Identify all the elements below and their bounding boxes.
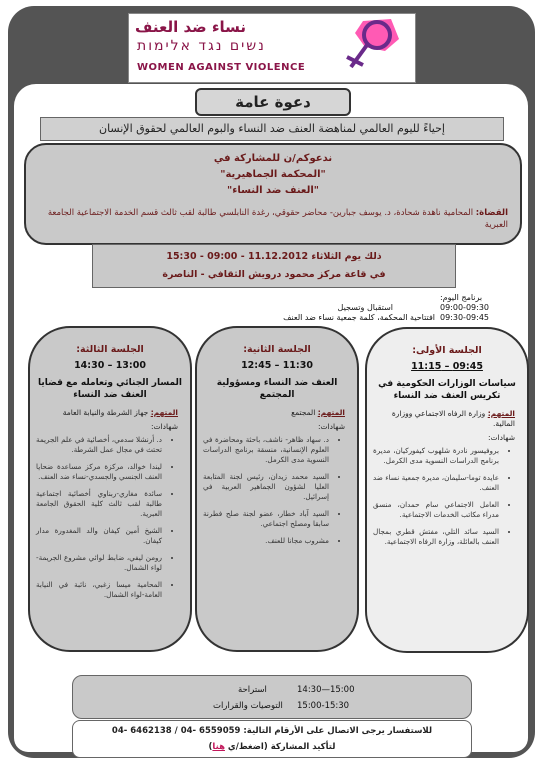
invitation-box (24, 143, 522, 245)
list-item: • رومن ليفي، ضابط لوائي مشروع الجريمة-لواء الشمال. (36, 553, 162, 573)
session-3-defendant-text: جهاز الشرطة والنيابة العامة (62, 408, 149, 417)
logo-arabic: نساء ضد العنف (135, 18, 247, 36)
list-item: • د. أرنشلا سدمي، أخصائية في علم الجريمة تحتث في مجال عمل الشرطة. (36, 435, 162, 455)
program-time-2: 09:30-09:45 (440, 313, 489, 322)
session-3-topic: المسار الجنائي وتعامله مع قضايا العنف ضد النساء (38, 378, 182, 400)
logo (128, 13, 416, 83)
session-3-card (28, 326, 192, 652)
session-1-topic: سياسات الوزارات الحكومية في تكريس العنف ضد النساء (378, 379, 516, 401)
contact-confirm-prefix: لتأكيد المشاركة (اضغط/ي (224, 742, 336, 752)
invite-line-1: ندعوكم/ن للمشاركة في (213, 153, 333, 164)
session-1-heading: الجلسة الأولى: (412, 345, 482, 356)
session-1-witness-list (373, 446, 515, 547)
logo-english: WOMEN AGAINST VIOLENCE (137, 62, 306, 73)
invite-line-2: "المحكمة الجماهيرية" (220, 169, 326, 180)
session-2-time: 11:30 – 12:45 (241, 360, 313, 371)
confirm-link[interactable]: هنا (212, 742, 225, 752)
session-1-time: 09:45 – 11:15 (411, 361, 483, 372)
list-item: • عايدة توما-سليمان، مديرة جمعية نساء ضد العنف. (373, 473, 499, 493)
break-time-2: 15:00-15:30 (297, 701, 350, 711)
session-3-witness-list (36, 435, 178, 600)
session-3-heading: الجلسة الثالثة: (76, 344, 144, 355)
program-time-1: 09:00-09:30 (440, 303, 489, 312)
judges-text: المحامية ناهدة شحادة، د. يوسف جبارين- محاضر حقوقي، رغدة النابلسي طالبة لقب ثالث قسم الخدمة الاجتماعية الجامعة العبرية (47, 208, 508, 230)
program-text-2: افتتاحية المحكمة، كلمة جمعية نساء ضد العنف (283, 313, 435, 322)
contact-confirm-suffix: ) (208, 742, 213, 752)
session-2-topic: العنف ضد النساء ومسؤولية المجتمع (216, 378, 338, 400)
contact-confirm (73, 739, 471, 755)
contact-phones: للاستفسار يرجى الاتصال على الأرقام التالية: 6559059 -04 / 6462138 -04 (111, 726, 433, 736)
session-2-defendant (207, 408, 345, 418)
list-item: • الشيخ أمين كيفان والد المغدورة مدار كيفان. (36, 526, 162, 546)
invite-line-3: "العنف ضد النساء" (227, 185, 319, 196)
list-item: • السيد سائد التلي، مفتش قطري بمجال العنف بالعائلة، وزارة الرفاه الاجتماعية. (373, 527, 499, 547)
list-item: • العامل الاجتماعي سام حمدان، منسق مدراء مكاتب الخدمات الاجتماعية. (373, 500, 499, 520)
session-1-defendant-label: المتهم: (487, 409, 515, 418)
list-item: • د. سهاد ظاهر- ناشف، باحثة ومحاضرة في العلوم الإنسانية، منسقة برنامج الدراسات النسوية مدى الكرمل. (203, 435, 329, 465)
session-2-witness-list (203, 435, 345, 546)
judges (38, 207, 508, 231)
logo-hebrew: נשים נגד אלימות (137, 38, 266, 54)
break-time-1: 14:30—15:00 (297, 685, 355, 695)
list-item: • مشروب مجانا للعنف. (203, 536, 329, 546)
event-date-box (92, 244, 456, 288)
session-2-defendant-text: المجتمع (291, 408, 316, 417)
list-item: • ليندا خوالد، مركزة مركز مساعدة ضحايا العنف الجنسي والجسدي-نساء ضد العنف. (36, 462, 162, 482)
session-3-time: 13:00 – 14:30 (74, 360, 146, 371)
event-place: في قاعة مركز محمود درويش الثقافي - الناصرة (162, 269, 386, 280)
session-2-witnesses-label: شهادات: (317, 422, 345, 431)
session-3-defendant-label: المتهم: (150, 408, 178, 417)
page-title: دعوة عامة (195, 88, 351, 116)
session-3-defendant (40, 408, 178, 418)
session-2-defendant-label: المتهم: (317, 408, 345, 417)
program-label: برنامج اليوم: (440, 293, 483, 302)
session-1-witnesses-label: شهادات: (487, 433, 515, 442)
contact-box (72, 720, 472, 758)
female-symbol-icon (333, 17, 411, 79)
list-item: • السيد محمد زيدان، رئيس لجنة المتابعة العليا لشؤون الجماهير العربية في إسرائيل. (203, 472, 329, 502)
session-2-heading: الجلسة الثانية: (243, 344, 311, 355)
judges-label: القضاة: (475, 208, 508, 218)
list-item: • المحامية ميسا زغبي، نائبة في النيابة العامة-لواء الشمال. (36, 580, 162, 600)
session-3-witnesses-label: شهادات: (150, 422, 178, 431)
list-item: • السيد آباد خطار، عضو لجنة صلح فطرنة سابقا ومصلح اجتماعي. (203, 509, 329, 529)
session-1-defendant-text: وزارة الرفاه الاجتماعي ووزارة المالية. (391, 409, 515, 428)
session-1-card (365, 327, 529, 653)
event-date: ذلك يوم الثلاثاء 11.12.2012 - 09:00 - 15:30 (166, 251, 382, 262)
session-2-card (195, 326, 359, 652)
program-text-1: استقبال وتسجيل (337, 303, 393, 312)
break-text-1: استراحة (238, 685, 267, 695)
break-text-2: التوصيات والقرارات (213, 701, 283, 711)
list-item: • سائدة مغاري-ربناوي أخصائية اجتماعية طالبة لقب ثالث كلية الحقوق الجامعة العبرية. (36, 489, 162, 519)
list-item: • بروفيسور نادرة شلهوب كيفوركيان، مديرة برنامج الدراسات النسوية مدى الكرمل. (373, 446, 499, 466)
intro-banner: إحياءً لليوم العالمي لمناهضة العنف ضد النساء والبوم العالمي لحقوق الإنسان (40, 117, 504, 141)
closing-schedule-box (72, 675, 472, 719)
session-1-defendant (377, 409, 515, 429)
